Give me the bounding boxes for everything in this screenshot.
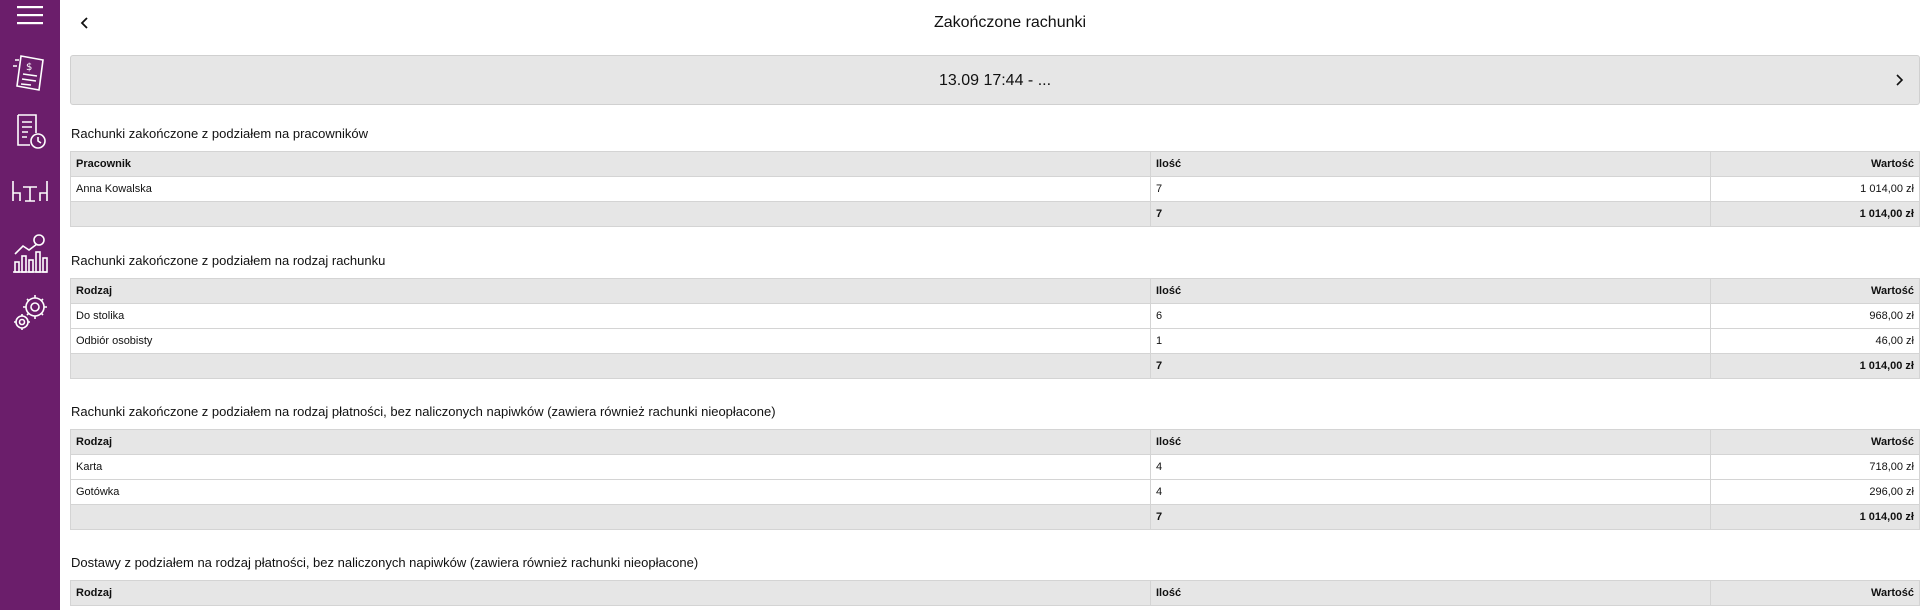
menu-button[interactable] <box>0 0 60 30</box>
cell-count: 1 <box>1151 329 1711 354</box>
tables-icon <box>9 177 51 207</box>
table-row <box>71 304 1920 329</box>
total-value: 1 014,00 zł <box>1711 505 1920 530</box>
total-label <box>71 202 1151 227</box>
employees-table <box>70 151 1920 227</box>
cell-value: 718,00 zł <box>1711 455 1920 480</box>
svg-text:$: $ <box>26 62 33 73</box>
column-header: Ilość <box>1151 279 1711 304</box>
menu-icon <box>15 3 45 27</box>
reports-icon <box>9 232 51 276</box>
bill-icon <box>9 50 51 96</box>
column-header: Ilość <box>1151 152 1711 177</box>
column-header: Pracownik <box>71 152 1151 177</box>
cell-count: 4 <box>1151 480 1711 505</box>
cell-name: Karta <box>71 455 1151 480</box>
cell-name: Odbiór osobisty <box>71 329 1151 354</box>
bill-type-table <box>70 278 1920 379</box>
cell-count: 7 <box>1151 177 1711 202</box>
cell-value: 1 014,00 zł <box>1711 177 1920 202</box>
table-row <box>71 480 1920 505</box>
table-row <box>71 455 1920 480</box>
cell-name: Gotówka <box>71 480 1151 505</box>
total-value: 1 014,00 zł <box>1711 354 1920 379</box>
sidebar <box>0 0 60 610</box>
column-header: Rodzaj <box>71 430 1151 455</box>
cell-value: 296,00 zł <box>1711 480 1920 505</box>
bill-history-icon <box>10 111 50 151</box>
cell-name: Anna Kowalska <box>71 177 1151 202</box>
column-header: Rodzaj <box>71 279 1151 304</box>
table-row <box>71 329 1920 354</box>
total-count: 7 <box>1151 202 1711 227</box>
chevron-right-icon <box>1894 73 1904 87</box>
deliveries-table <box>70 580 1920 606</box>
total-row <box>71 202 1920 227</box>
column-header: Wartość <box>1711 430 1920 455</box>
cell-count: 6 <box>1151 304 1711 329</box>
total-value: 1 014,00 zł <box>1711 202 1920 227</box>
chevron-left-icon <box>79 16 91 30</box>
cell-name: Do stolika <box>71 304 1151 329</box>
column-header: Rodzaj <box>71 581 1151 606</box>
table-row <box>71 177 1920 202</box>
cell-count: 4 <box>1151 455 1711 480</box>
back-button[interactable] <box>70 10 100 36</box>
next-range-button[interactable] <box>1889 70 1909 90</box>
main-content <box>60 0 1920 610</box>
cell-value: 46,00 zł <box>1711 329 1920 354</box>
total-count: 7 <box>1151 354 1711 379</box>
total-row <box>71 505 1920 530</box>
top-bar <box>60 0 1920 50</box>
reports-button[interactable] <box>0 230 60 278</box>
total-label <box>71 354 1151 379</box>
bill-history-button[interactable] <box>0 108 60 154</box>
page-title: Zakończone rachunki <box>933 14 1087 31</box>
settings-button[interactable] <box>0 290 60 336</box>
column-header: Wartość <box>1711 152 1920 177</box>
section-title: Rachunki zakończone z podziałem na pracowników <box>71 126 368 141</box>
date-range-selector[interactable] <box>70 55 1920 105</box>
date-range-label: 13.09 17:44 - ... <box>938 72 1052 89</box>
column-header: Ilość <box>1151 430 1711 455</box>
column-header: Wartość <box>1711 581 1920 606</box>
settings-icon <box>8 292 52 334</box>
total-label <box>71 505 1151 530</box>
column-header: Ilość <box>1151 581 1711 606</box>
column-header: Wartość <box>1711 279 1920 304</box>
tables-button[interactable] <box>0 174 60 210</box>
bills-button[interactable] <box>0 48 60 98</box>
payment-type-table <box>70 429 1920 530</box>
section-title: Dostawy z podziałem na rodzaj płatności, bez naliczonych napiwków (zawiera również rachunki nieopłacone) <box>71 555 699 570</box>
section-title: Rachunki zakończone z podziałem na rodzaj płatności, bez naliczonych napiwków (zawiera również rachunki nieopłacone) <box>71 404 776 419</box>
total-count: 7 <box>1151 505 1711 530</box>
cell-value: 968,00 zł <box>1711 304 1920 329</box>
total-row <box>71 354 1920 379</box>
section-title: Rachunki zakończone z podziałem na rodzaj rachunku <box>71 253 386 268</box>
